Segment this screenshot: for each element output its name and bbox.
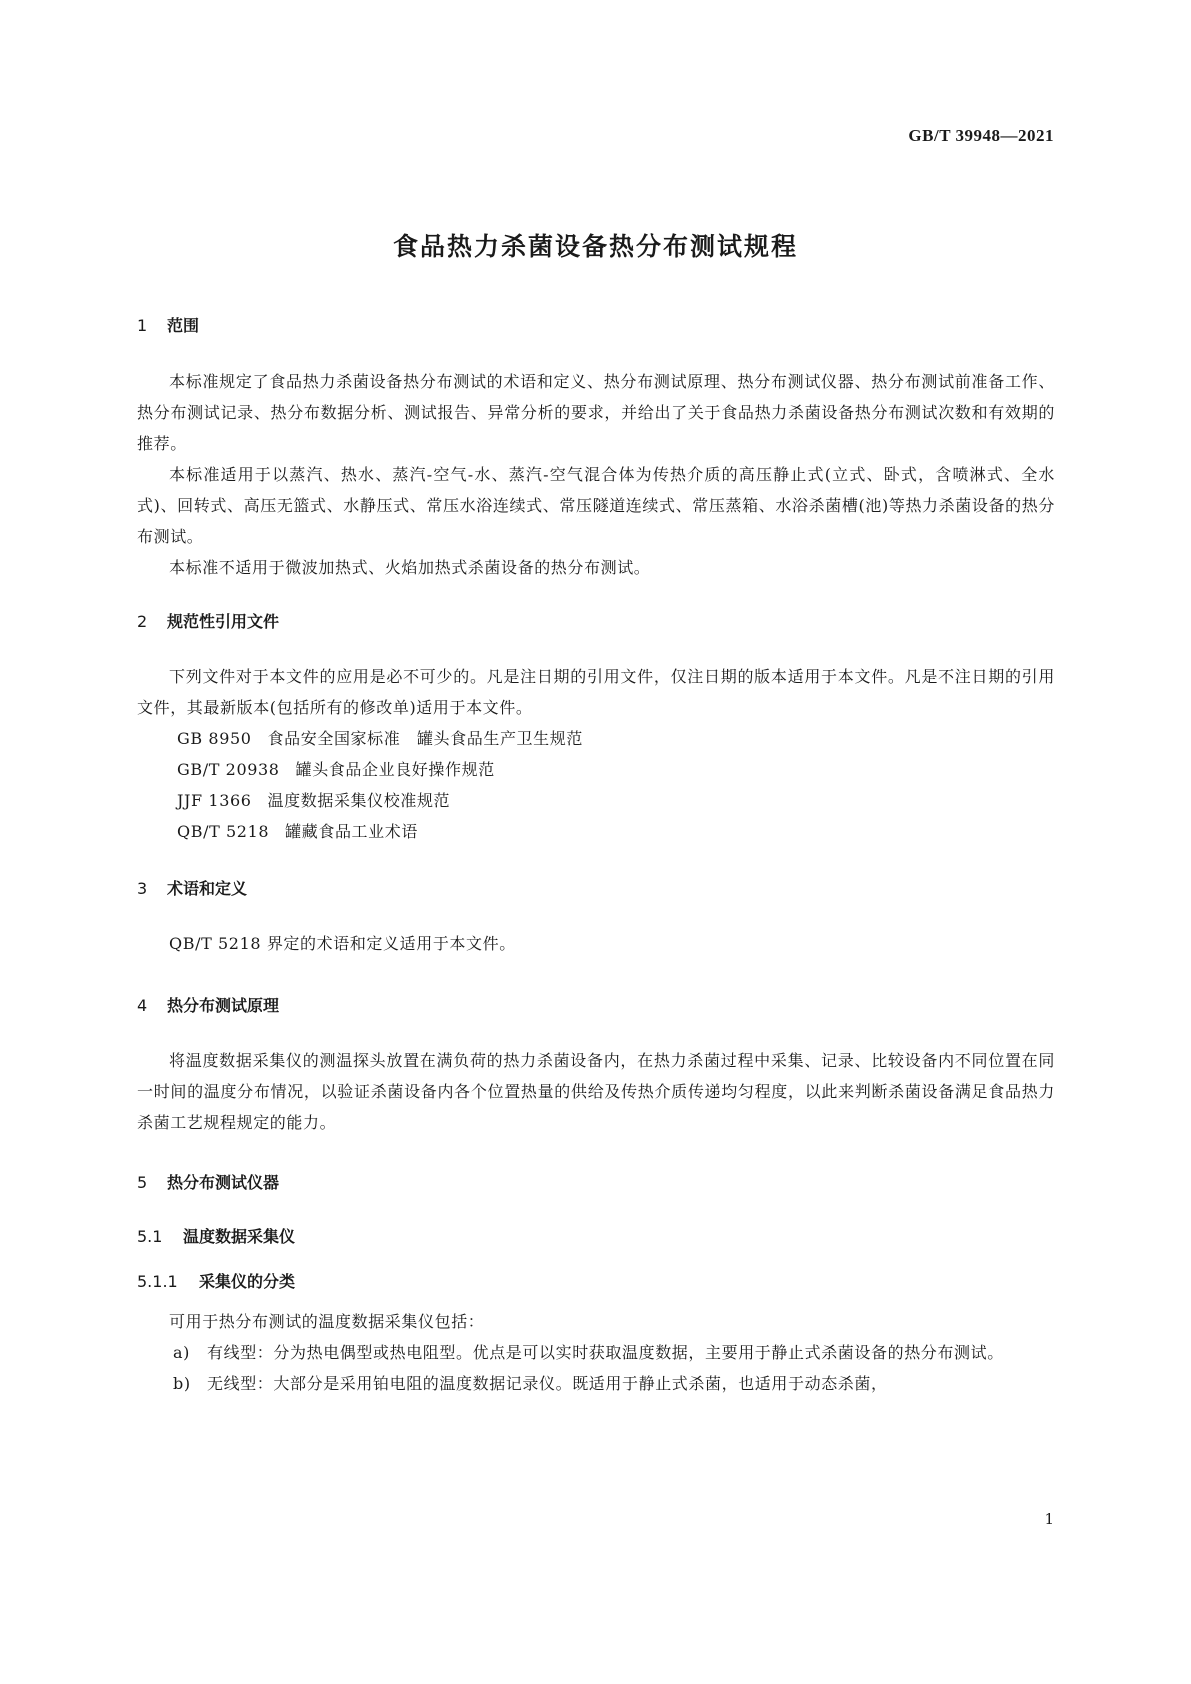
- reference-item: [137, 754, 1055, 785]
- standard-code: GB/T 39948—2021: [908, 126, 1054, 145]
- reference-item: [137, 816, 1055, 847]
- reference-item: [137, 723, 1055, 754]
- section-2-body: [137, 661, 1055, 847]
- section-5-1-1-heading: [137, 1269, 1055, 1292]
- section-4-heading: [137, 993, 1055, 1016]
- paragraph: 下列文件对于本文件的应用是必不可少的。凡是注日期的引用文件，仅注日期的版本适用于本文件。凡是不注日期的引用文件，其最新版本(包括所有的修改单)适用于本文件。: [137, 667, 1055, 717]
- section-5-1-1-body: [137, 1306, 1055, 1399]
- reference-title: 罐藏食品工业术语: [285, 822, 418, 841]
- reference-code: JJF 1366: [177, 791, 252, 810]
- list-item: [137, 1368, 1055, 1399]
- section-3-body: [137, 928, 1055, 959]
- list-text: 无线型：大部分是采用铂电阻的温度数据记录仪。既适用于静止式杀菌，也适用于动态杀菌，: [207, 1374, 888, 1393]
- section-title: 热分布测试仪器: [167, 1173, 280, 1192]
- paragraph: QB/T 5218 界定的术语和定义适用于本文件。: [169, 934, 516, 953]
- reference-title: 罐头食品企业良好操作规范: [295, 760, 495, 779]
- paragraph: 本标准适用于以蒸汽、热水、蒸汽-空气-水、蒸汽-空气混合体为传热介质的高压静止式(立式、卧式，含喷淋式、全水式)、回转式、高压无篮式、水静压式、常压水浴连续式、常压隧道连续式、常压蒸箱、水浴杀菌槽(池)等热力杀菌设备的热分布测试。: [137, 465, 1055, 546]
- section-number: 5.1: [137, 1227, 163, 1246]
- list-item: [137, 1337, 1055, 1368]
- page-number: 1: [1044, 1510, 1054, 1528]
- section-number: 5.1.1: [137, 1272, 178, 1291]
- list-text: 有线型：分为热电偶型或热电阻型。优点是可以实时获取温度数据，主要用于静止式杀菌设备的热分布测试。: [207, 1343, 1004, 1362]
- list-marker: a): [173, 1343, 190, 1362]
- section-number: 1: [137, 316, 148, 335]
- paragraph: 可用于热分布测试的温度数据采集仪包括：: [169, 1312, 485, 1331]
- section-title: 温度数据采集仪: [183, 1227, 296, 1246]
- section-title: 术语和定义: [167, 879, 248, 898]
- section-4-body: [137, 1045, 1055, 1138]
- reference-title: 温度数据采集仪校准规范: [267, 791, 451, 810]
- reference-code: GB 8950: [177, 729, 252, 748]
- document-title: 食品热力杀菌设备热分布测试规程: [392, 232, 798, 261]
- section-2-heading: [137, 609, 1055, 632]
- section-number: 3: [137, 879, 148, 898]
- section-title: 采集仪的分类: [199, 1272, 296, 1291]
- section-number: 2: [137, 612, 148, 631]
- section-1-body: [137, 366, 1055, 583]
- paragraph: 本标准不适用于微波加热式、火焰加热式杀菌设备的热分布测试。: [169, 558, 651, 577]
- section-title: 热分布测试原理: [167, 996, 280, 1015]
- paragraph: 将温度数据采集仪的测温探头放置在满负荷的热力杀菌设备内，在热力杀菌过程中采集、记录、比较设备内不同位置在同一时间的温度分布情况，以验证杀菌设备内各个位置热量的供给及传热介质传递均匀程度，以此来判断杀菌设备满足食品热力杀菌工艺规程规定的能力。: [137, 1051, 1055, 1132]
- section-3-heading: [137, 876, 1055, 899]
- section-title: 规范性引用文件: [167, 612, 280, 631]
- reference-item: [137, 785, 1055, 816]
- section-number: 4: [137, 996, 148, 1015]
- section-5-heading: [137, 1170, 1055, 1193]
- section-1-heading: [137, 313, 1055, 336]
- paragraph: 本标准规定了食品热力杀菌设备热分布测试的术语和定义、热分布测试原理、热分布测试仪器、热分布测试前准备工作、热分布测试记录、热分布数据分析、测试报告、异常分析的要求，并给出了关于食品热力杀菌设备热分布测试次数和有效期的推荐。: [137, 372, 1055, 453]
- section-5-1-heading: [137, 1224, 1055, 1247]
- list-marker: b): [173, 1374, 191, 1393]
- reference-code: GB/T 20938: [177, 760, 280, 779]
- section-title: 范围: [167, 316, 200, 335]
- reference-code: QB/T 5218: [177, 822, 270, 841]
- reference-title: 食品安全国家标准 罐头食品生产卫生规范: [267, 729, 583, 748]
- section-number: 5: [137, 1173, 148, 1192]
